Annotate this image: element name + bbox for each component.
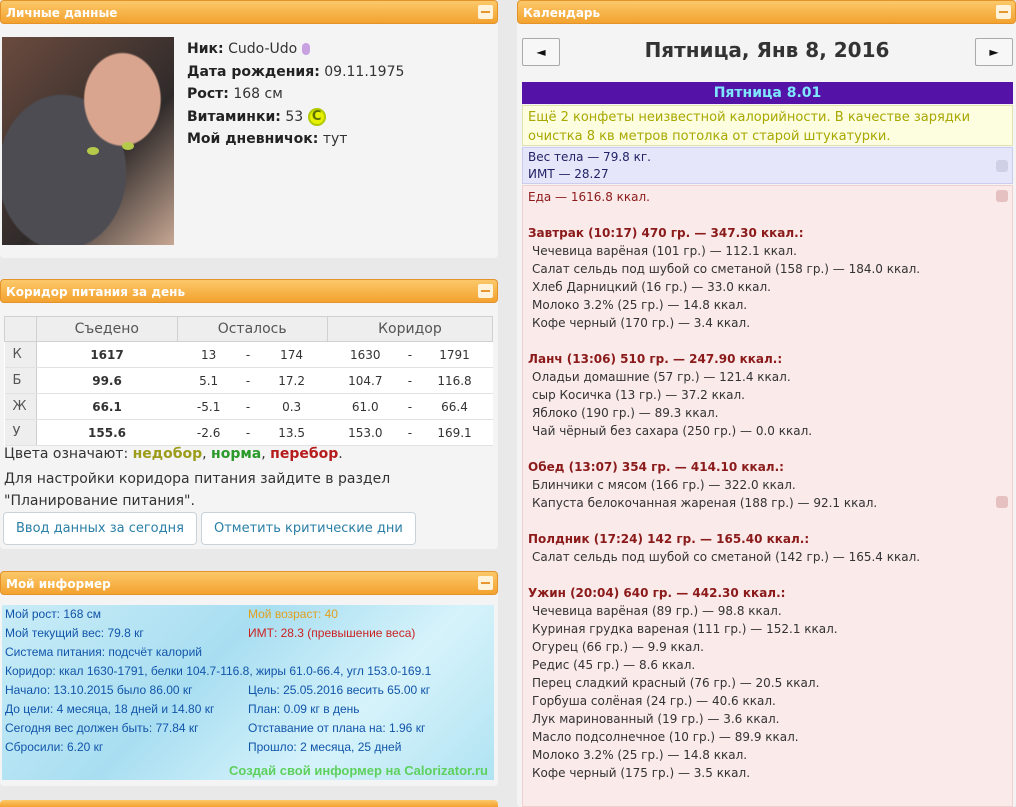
birth-label: Дата рождения: xyxy=(187,63,320,80)
personal-data-title: Личные данные xyxy=(6,6,118,20)
legend-prefix: Цвета означают: xyxy=(4,446,129,462)
informer-system: Система питания: подсчёт калорий xyxy=(5,645,203,659)
next-panel-header xyxy=(0,800,498,807)
meal-item: Блинчики с мясом (166 гр.) — 322.0 ккал. xyxy=(532,478,796,492)
row-label: У xyxy=(5,420,37,446)
meals-list xyxy=(528,224,1007,782)
meal-item: Перец сладкий красный (76 гр.) — 20.5 ккал. xyxy=(532,676,820,690)
meal-item: Масло подсолнечное (10 гр.) — 89.9 ккал. xyxy=(532,730,799,744)
weight-text: Вес тела — 79.8 кг. xyxy=(528,150,651,164)
meal-title: Обед (13:07) 354 гр. — 414.10 ккал.: xyxy=(528,460,784,474)
meal-title: Ланч (13:06) 510 гр. — 247.90 ккал.: xyxy=(528,352,783,366)
col-eaten: Съедено xyxy=(37,317,178,342)
left-max: 174 xyxy=(256,342,327,368)
col-corridor: Коридор xyxy=(327,317,492,342)
row-label: К xyxy=(5,342,37,368)
corridor-row xyxy=(5,420,493,446)
informer-to-goal: До цели: 4 месяца, 18 дней и 14.80 кг xyxy=(5,702,215,716)
meal-item: Хлеб Дарницкий (16 гр.) — 33.0 ккал. xyxy=(532,280,771,294)
row-label: Ж xyxy=(5,394,37,420)
left-min: 13 xyxy=(177,342,240,368)
hand-icon[interactable] xyxy=(996,190,1008,202)
bmi-text: ИМТ — 28.27 xyxy=(528,167,609,181)
corridor-max: 116.8 xyxy=(417,368,493,394)
minimize-personal-button[interactable] xyxy=(478,5,493,19)
corridor-header xyxy=(0,279,498,303)
personal-data-header xyxy=(0,0,498,24)
dash: - xyxy=(403,342,416,368)
informer-panel xyxy=(0,571,498,786)
calendar-header xyxy=(517,0,1016,24)
meal-item: сыр Косичка (13 гр.) — 37.2 ккал. xyxy=(532,388,745,402)
dash: - xyxy=(240,420,256,446)
corridor-row xyxy=(5,368,493,394)
diary-link[interactable]: тут xyxy=(322,131,348,147)
corridor-row xyxy=(5,342,493,368)
corridor-min: 104.7 xyxy=(327,368,403,394)
informer-title: Мой информер xyxy=(6,577,111,591)
birth-value: 09.11.1975 xyxy=(324,63,405,80)
informer-corridor: Коридор: ккал 1630-1791, белки 104.7-116.8, жиры 61.0-66.4, угл 153.0-169.1 xyxy=(5,664,432,678)
meal-item: Огурец (66 гр.) — 9.9 ккал. xyxy=(532,640,704,654)
meal-item: Чай чёрный без сахара (250 гр.) — 0.0 ккал. xyxy=(532,424,813,438)
eaten-value: 1617 xyxy=(37,342,178,368)
cat-eye xyxy=(87,147,99,155)
left-min: -2.6 xyxy=(177,420,240,446)
calendar-title: Календарь xyxy=(523,6,601,20)
corridor-max: 66.4 xyxy=(417,394,493,420)
informer-promo-link[interactable]: Создай свой информер на Calorizator.ru xyxy=(229,763,488,778)
meal-title: Полдник (17:24) 142 гр. — 165.40 ккал.: xyxy=(528,532,810,546)
personal-info xyxy=(187,38,404,151)
nick-label: Ник: xyxy=(187,41,224,57)
meal-item: Лук маринованный (19 гр.) — 3.6 ккал. xyxy=(532,712,780,726)
meal-item: Горбуша солёная (24 гр.) — 40.6 ккал. xyxy=(532,694,776,708)
corridor-max: 169.1 xyxy=(417,420,493,446)
meal-item: Молоко 3.2% (25 гр.) — 14.8 ккал. xyxy=(532,298,748,312)
informer-start: Начало: 13.10.2015 было 86.00 кг xyxy=(5,683,193,697)
mark-critical-days-button[interactable]: Отметить критические дни xyxy=(201,512,416,545)
corridor-min: 1630 xyxy=(327,342,403,368)
meal-item: Салат сельдь под шубой со сметаной (158 гр.) — 184.0 ккал. xyxy=(532,262,921,276)
key-icon xyxy=(302,43,310,55)
day-note xyxy=(522,105,1013,146)
avatar xyxy=(2,37,174,245)
vitamin-c-icon: C xyxy=(308,108,326,126)
meal-item: Чечевица варёная (89 гр.) — 98.8 ккал. xyxy=(532,604,782,618)
informer-today-weight: Сегодня вес должен быть: 77.84 кг xyxy=(5,721,199,735)
legend-norm: норма xyxy=(211,446,262,462)
meal-item: Кофе черный (175 гр.) — 3.5 ккал. xyxy=(532,766,751,780)
corridor-row xyxy=(5,394,493,420)
cat-eye xyxy=(122,142,134,150)
informer-height: Мой рост: 168 см xyxy=(5,607,101,621)
informer-body xyxy=(2,605,494,780)
weight-entry xyxy=(522,147,1013,184)
height-label: Рост: xyxy=(187,86,229,102)
food-total: Еда — 1616.8 ккал. xyxy=(528,190,650,204)
meal-item: Капуста белокочанная жареная (188 гр.) — 92.1 ккал. xyxy=(532,496,878,510)
left-max: 17.2 xyxy=(256,368,327,394)
informer-lost: Сбросили: 6.20 кг xyxy=(5,740,104,754)
calendar-date-title: Пятница, Янв 8, 2016 xyxy=(644,38,890,62)
informer-plan: План: 0.09 кг в день xyxy=(248,702,360,716)
prev-day-button[interactable]: ◄ xyxy=(522,38,560,66)
corridor-title: Коридор питания за день xyxy=(6,285,186,299)
row-label: Б xyxy=(5,368,37,394)
dash: - xyxy=(403,394,416,420)
meal-item: Куриная грудка вареная (111 гр.) — 152.1 ккал. xyxy=(532,622,838,636)
meal-item: Яблоко (190 гр.) — 89.3 ккал. xyxy=(532,406,719,420)
day-header: Пятница 8.01 xyxy=(522,82,1013,104)
meal-item: Молоко 3.2% (25 гр.) — 14.8 ккал. xyxy=(532,748,748,762)
nick-value: Cudo-Udo xyxy=(228,41,298,57)
legend-over: перебор xyxy=(270,446,339,462)
meal-item: Чечевица варёная (101 гр.) — 112.1 ккал. xyxy=(532,244,797,258)
corner-cell xyxy=(5,317,37,342)
minimize-calendar-button[interactable] xyxy=(996,5,1011,19)
hand-icon[interactable] xyxy=(996,496,1008,508)
meal-title: Завтрак (10:17) 470 гр. — 347.30 ккал.: xyxy=(528,226,804,240)
day-note-text: Ещё 2 конфеты неизвестной калорийности. В качестве зарядки очистка 8 кв метров потолка от старой штукатурки. xyxy=(528,110,971,144)
corridor-table-header xyxy=(5,317,493,342)
corridor-min: 153.0 xyxy=(327,420,403,446)
left-max: 0.3 xyxy=(256,394,327,420)
meal-item: Оладьи домашние (57 гр.) — 121.4 ккал. xyxy=(532,370,791,384)
meal-item: Кофе черный (170 гр.) — 3.4 ккал. xyxy=(532,316,751,330)
minimize-corridor-button[interactable] xyxy=(478,284,493,298)
eaten-value: 155.6 xyxy=(37,420,178,446)
left-min: -5.1 xyxy=(177,394,240,420)
dash: - xyxy=(240,368,256,394)
calendar-panel xyxy=(517,0,1016,807)
dash: - xyxy=(403,368,416,394)
informer-lag: Отставание от плана на: 1.96 кг xyxy=(248,721,426,735)
personal-data-panel xyxy=(0,0,498,258)
informer-age: Мой возраст: 40 xyxy=(248,607,338,621)
eaten-value: 99.6 xyxy=(37,368,178,394)
next-day-button[interactable]: ► xyxy=(975,38,1013,66)
informer-goal: Цель: 25.05.2016 весить 65.00 кг xyxy=(248,683,431,697)
dash: - xyxy=(240,342,256,368)
informer-weight: Мой текущий вес: 79.8 кг xyxy=(5,626,144,640)
informer-header xyxy=(0,571,498,595)
informer-passed: Прошло: 2 месяца, 25 дней xyxy=(248,740,402,754)
corridor-max: 1791 xyxy=(417,342,493,368)
corridor-min: 61.0 xyxy=(327,394,403,420)
trash-icon[interactable] xyxy=(996,160,1008,172)
eaten-value: 66.1 xyxy=(37,394,178,420)
dash: - xyxy=(403,420,416,446)
vitamins-value: 53 xyxy=(285,108,304,125)
dash: - xyxy=(240,394,256,420)
food-entry xyxy=(522,185,1013,807)
corridor-note: Для настройки коридора питания зайдите в раздел "Планирование питания". xyxy=(4,471,391,509)
informer-bmi: ИМТ: 28.3 (превышение веса) xyxy=(248,626,416,640)
left-max: 13.5 xyxy=(256,420,327,446)
height-value: 168 см xyxy=(233,86,283,102)
meal-title: Ужин (20:04) 640 гр. — 442.30 ккал.: xyxy=(528,586,786,600)
meal-item: Салат сельдь под шубой со сметаной (142 гр.) — 165.4 ккал. xyxy=(532,550,921,564)
minimize-informer-button[interactable] xyxy=(478,576,493,590)
color-legend: Цвета означают: недобор, норма, перебор. xyxy=(4,446,343,462)
vitamins-label: Витаминки: xyxy=(187,108,281,125)
nutrition-corridor-panel xyxy=(0,279,498,549)
left-min: 5.1 xyxy=(177,368,240,394)
col-left: Осталось xyxy=(177,317,327,342)
diary-label: Мой дневничок: xyxy=(187,131,319,147)
corridor-table xyxy=(4,316,493,446)
enter-today-data-button[interactable]: Ввод данных за сегодня xyxy=(3,512,197,545)
meal-item: Редис (45 гр.) — 8.6 ккал. xyxy=(532,658,696,672)
legend-under: недобор xyxy=(132,446,203,462)
